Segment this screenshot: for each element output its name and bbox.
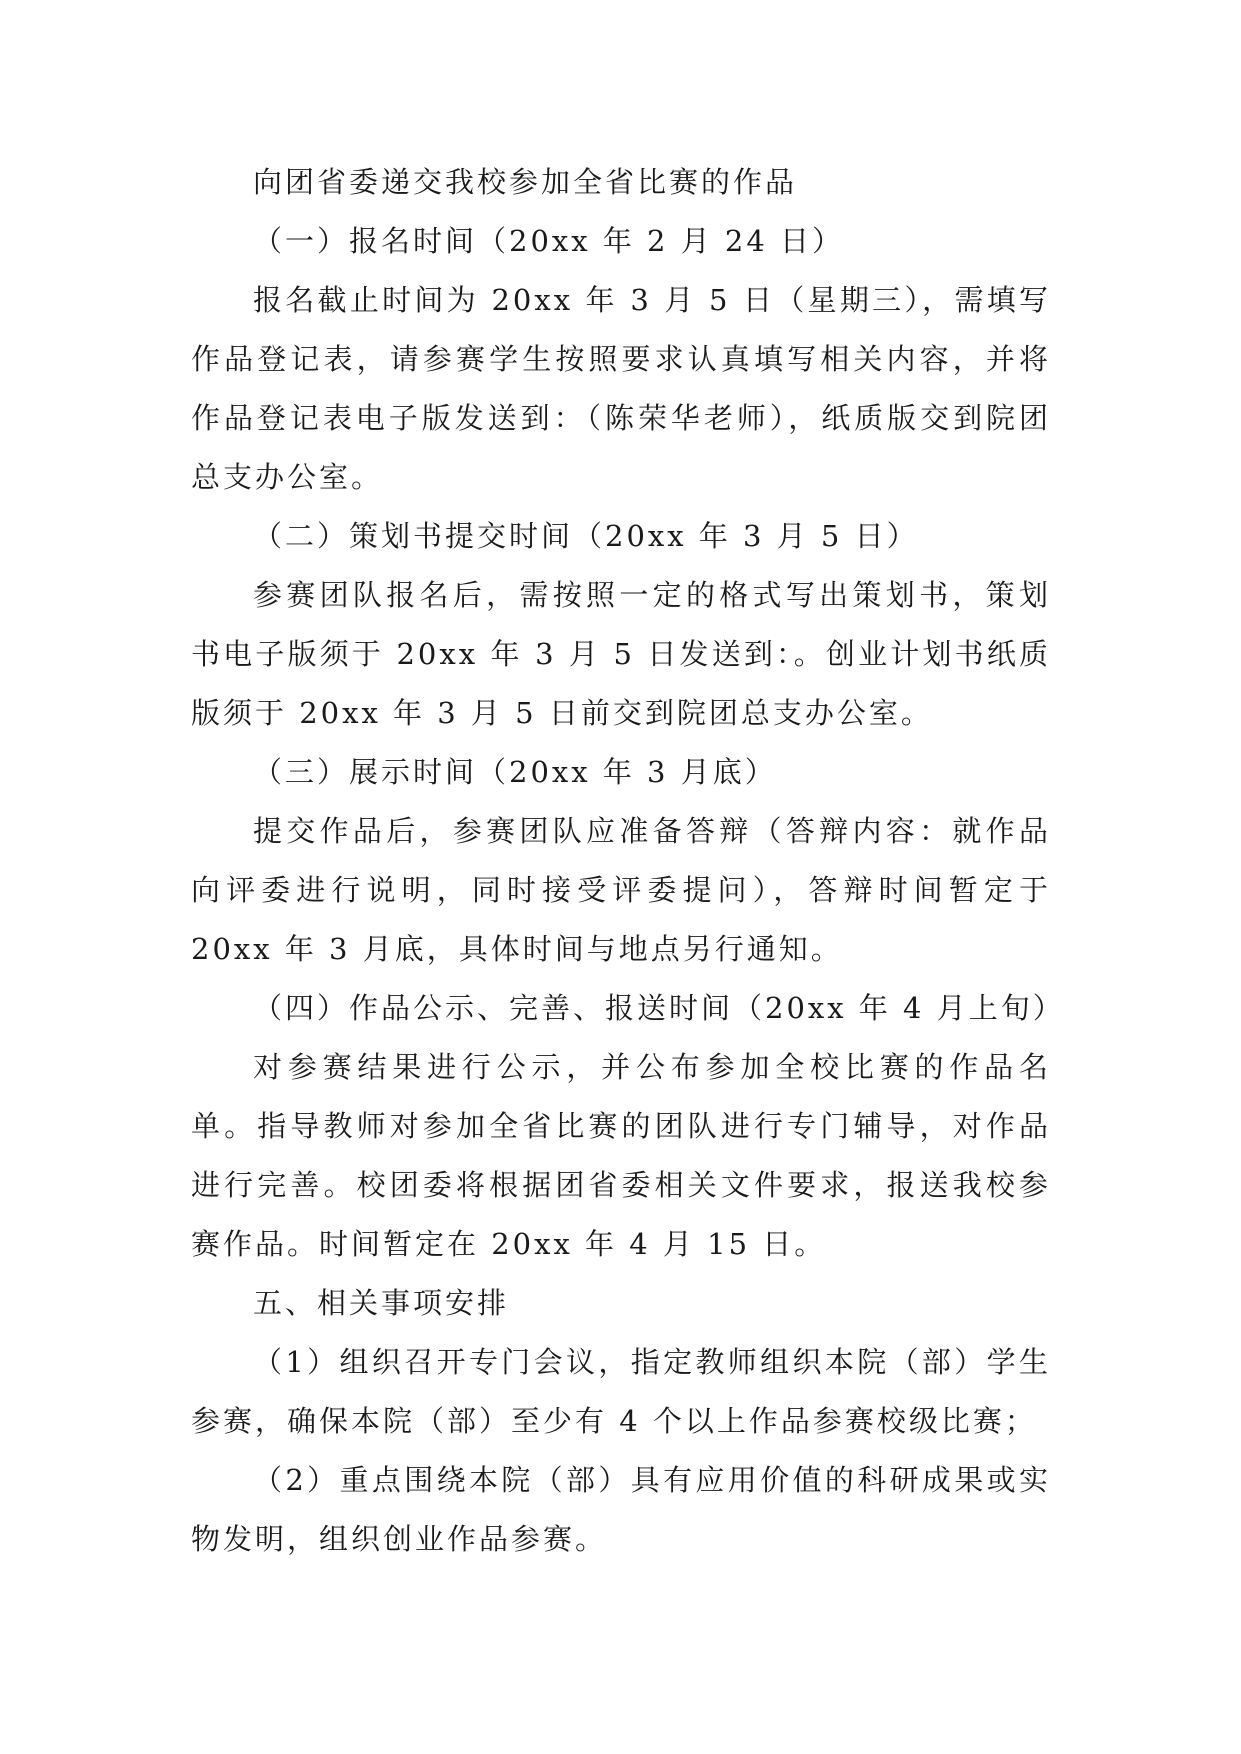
paragraph-submit-works: 向团省委递交我校参加全省比赛的作品: [253, 165, 798, 199]
paragraph-publicity-details: 对参赛结果进行公示，并公布参加全校比赛的作品名单。指导教师对参加全省比赛的团队进行专门辅导，对作品进行完善。校团委将根据团省委相关文件要求，报送我校参赛作品。时间暂定在 20xx 年 4 月 15 日。: [191, 1050, 1051, 1261]
paragraph-arrangement-1: （1）组织召开专门会议，指定教师组织本院（部）学生参赛，确保本院（部）至少有 4 个以上作品参赛校级比赛；: [191, 1345, 1051, 1438]
paragraph-presentation-details: 提交作品后，参赛团队应准备答辩（答辩内容：就作品向评委进行说明，同时接受评委提问），答辩时间暂定于 20xx 年 3 月底，具体时间与地点另行通知。: [191, 814, 1051, 966]
document-page: [191, 153, 1065, 1569]
paragraph-registration-details: 报名截止时间为 20xx 年 3 月 5 日（星期三），需填写作品登记表，请参赛学生按照要求认真填写相关内容，并将作品登记表电子版发送到：（陈荣华老师），纸质版交到院团总支办公室。: [191, 283, 1051, 494]
heading-related-arrangements: 五、相关事项安排: [253, 1286, 510, 1320]
paragraph-arrangement-2: （2）重点围绕本院（部）具有应用价值的科研成果或实物发明，组织创业作品参赛。: [191, 1463, 1051, 1556]
heading-proposal-submission-time: （二）策划书提交时间（20xx 年 3 月 5 日）: [253, 519, 919, 553]
heading-registration-time: （一）报名时间（20xx 年 2 月 24 日）: [253, 224, 845, 258]
paragraph-proposal-details: 参赛团队报名后，需按照一定的格式写出策划书，策划书电子版须于 20xx 年 3 月 5 日发送到：。创业计划书纸质版须于 20xx 年 3 月 5 日前交到院团总支办公室。: [191, 578, 1051, 730]
heading-publicity-time: （四）作品公示、完善、报送时间（20xx 年 4 月上旬）: [253, 991, 1065, 1025]
heading-presentation-time: （三）展示时间（20xx 年 3 月底）: [253, 755, 777, 789]
